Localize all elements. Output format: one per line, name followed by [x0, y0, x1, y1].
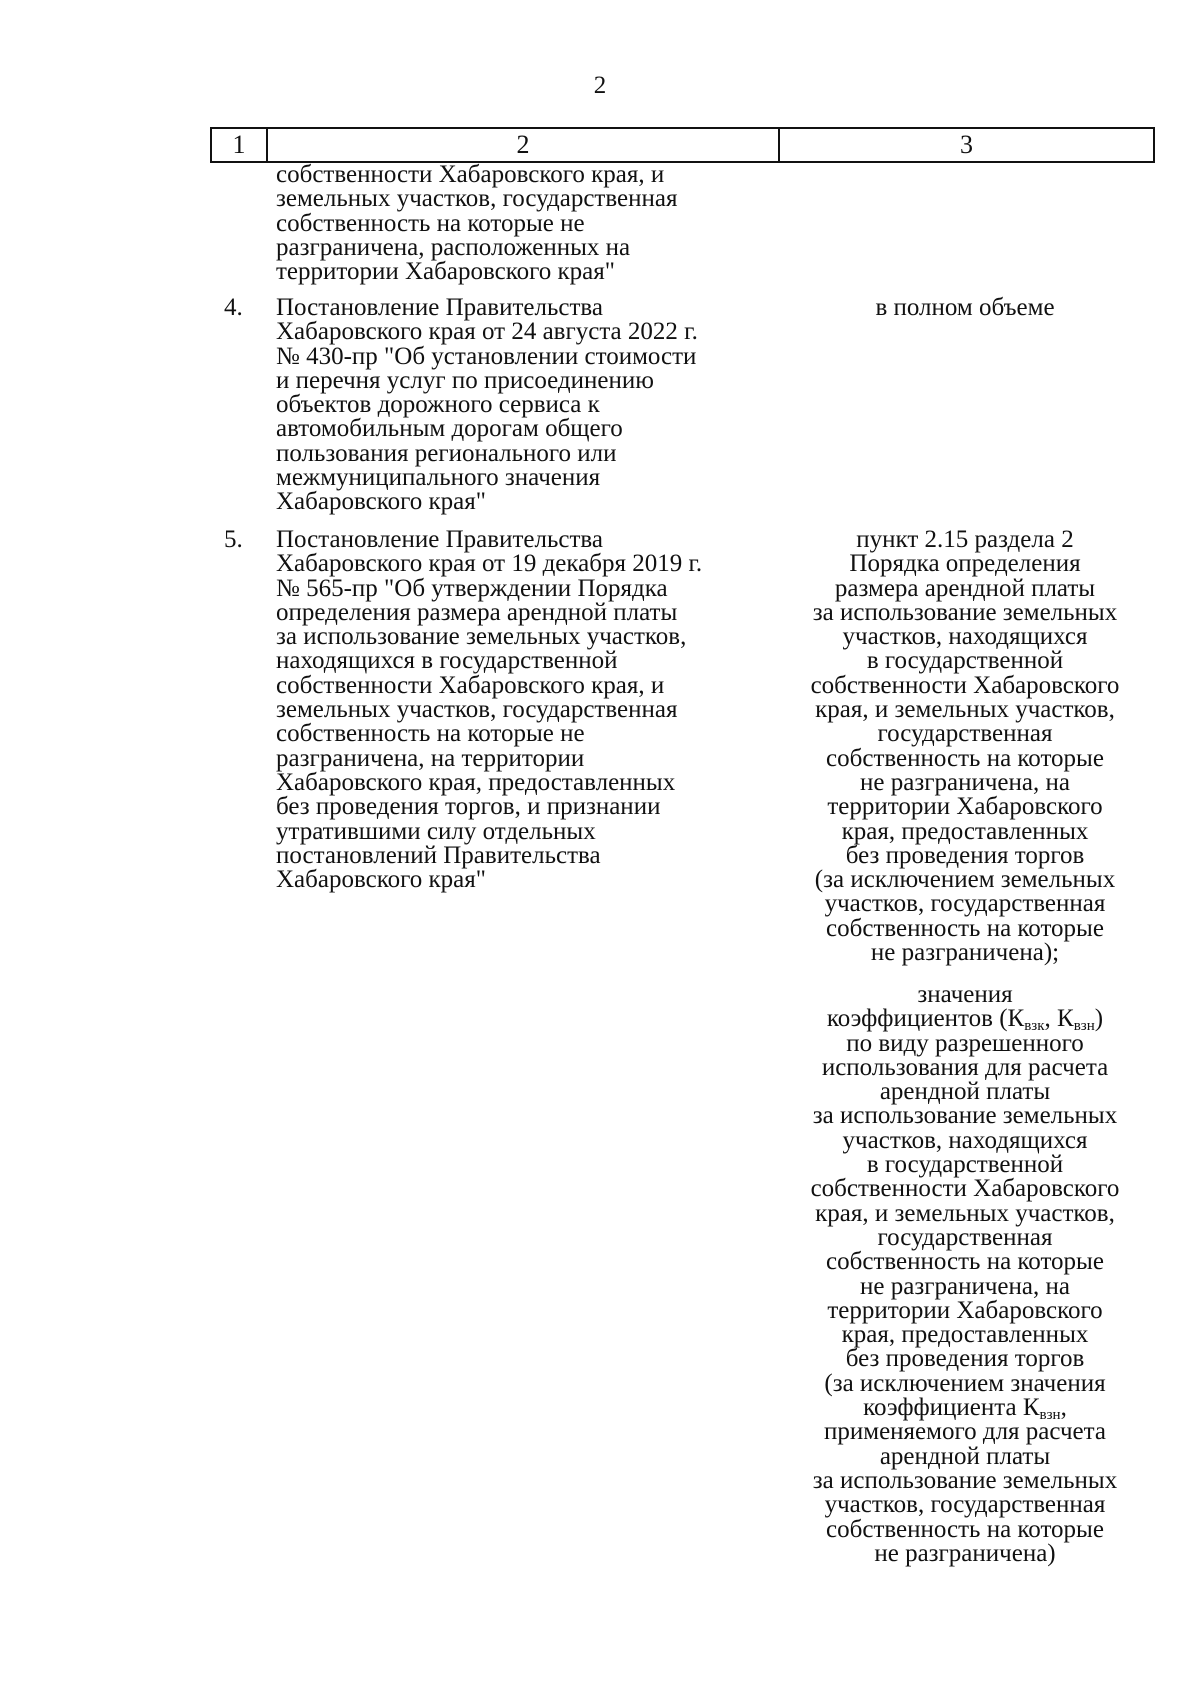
row-4-scope: в полном объеме [875, 294, 1055, 321]
header-col-2: 2 [268, 129, 780, 161]
page-number: 2 [593, 72, 607, 99]
header-col-1: 1 [212, 129, 268, 161]
row-4-document: Постановление Правительства Хабаровского края от 24 августа 2022 г. № 430-пр "Об установлении стоимости и перечня услуг по присоединению объектов дорожного сервиса к автомобильным дорогам общего пользования регионального или межмуниципального значения Хабаровского края" [276, 294, 698, 516]
scope-tail: применяемого для расчета арендной платы за использование земельных участков, государственная собственность на которые не разграничена) [812, 1418, 1118, 1567]
row-5-scope-part2 [780, 983, 1150, 1566]
coefficients-line: коэффициентов ($К_{взк}$, $К_{взн}$) [826, 1005, 1104, 1035]
continuation-text: собственности Хабаровского края, и земельных участков, государственная собственность на которые не разграничена, расположенных на территории Хабаровского края" [276, 161, 678, 286]
coefficient-line: коэффициента $К_{взн}$, [863, 1394, 1067, 1424]
table-header-row [210, 127, 1155, 163]
scope-line-values: значения [917, 981, 1013, 1008]
row-5-scope-part1: пункт 2.15 раздела 2 Порядка определения размера арендной платы за использование земельных участков, находящихся в государственной собственности Хабаровского края, и земельных участков, государственная собственность на которые не разграничена, на территории Хабаровского края, предоставленных без проведения торгов (за исключением земельных участков, государственная собственность на которые не разграничена); [810, 526, 1120, 967]
scope-body: по виду разрешенного использования для расчета арендной платы за использование земельных участков, находящихся в государственной собственности Хабаровского края, и земельных участков, государственная собственность на которые не разграничена, на территории Хабаровского края, предоставленных без проведения торгов (за исключением значения [810, 1029, 1120, 1397]
row-5-number: 5. [224, 526, 243, 553]
row-4-number: 4. [224, 294, 243, 321]
header-col-3: 3 [960, 130, 973, 159]
row-5-document: Постановление Правительства Хабаровского края от 19 декабря 2019 г. № 565-пр "Об утверждении Порядка определения размера арендной платы за использование земельных участков, находящихся в государственной собственности Хабаровского края, и земельных участков, государственная собственность на которые не разграничена, на территории Хабаровского края, предоставленных без проведения торгов, и признании утратившими силу отдельных постановлений Правительства Хабаровского края" [276, 526, 703, 894]
